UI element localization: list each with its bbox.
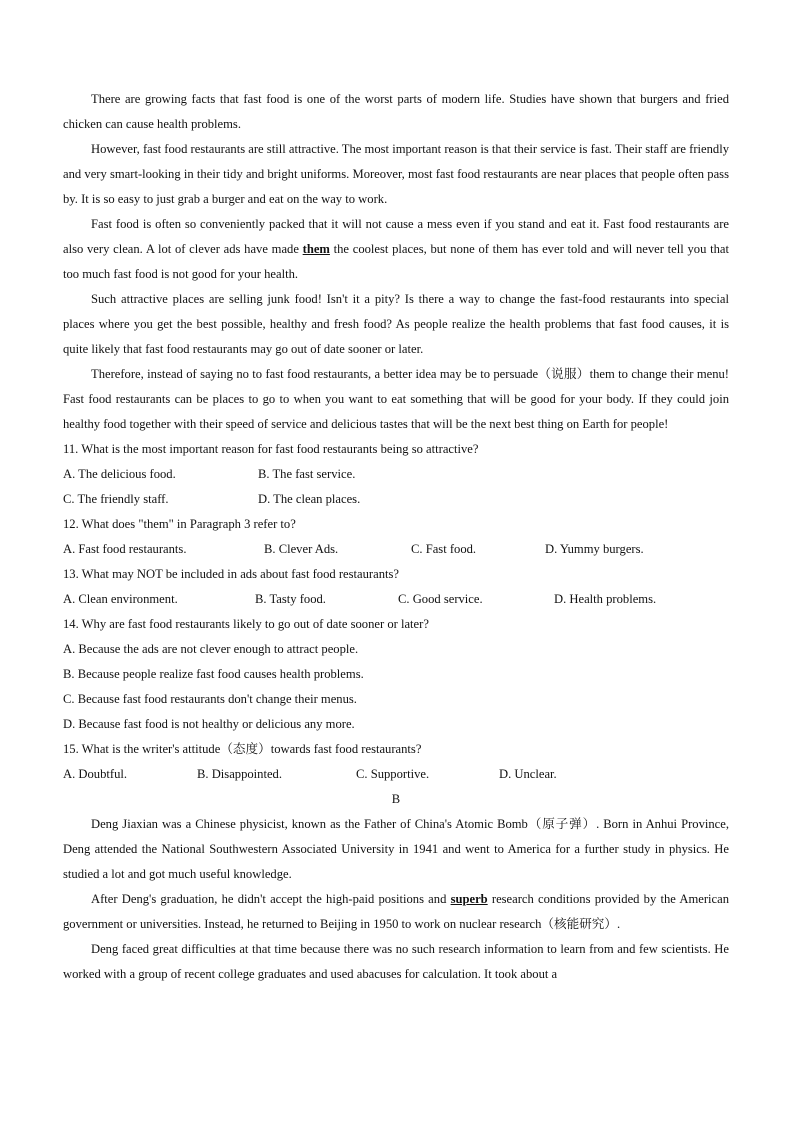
question-11-stem: 11. What is the most important reason for fast food restaurants being so attractive? xyxy=(63,442,479,456)
question-14-option-c: C. Because fast food restaurants don't change their menus. xyxy=(63,692,357,706)
passage-a-paragraph-3 xyxy=(63,212,729,287)
option-a: A. Doubtful. xyxy=(63,767,128,781)
underlined-keyword-them: them xyxy=(302,242,330,256)
paragraph-3-text-before: Fast food is often so conveniently packed that it will not cause a mess even if you stand and eat it. Fast food restaurants are also very clean. A lot of clever ads have made xyxy=(63,217,729,256)
question-13-options xyxy=(63,587,729,612)
paragraph-2-text-before: After Deng's graduation, he didn't accept the high-paid positions and xyxy=(91,892,451,906)
passage-a-paragraph-1: There are growing facts that fast food is one of the worst parts of modern life. Studies have shown that burgers and fried chicken can cause health problems. xyxy=(63,92,729,131)
question-14-option-b: B. Because people realize fast food causes health problems. xyxy=(63,667,364,681)
passage-b-paragraph-3: Deng faced great difficulties at that time because there was no such research information to learn from and few scientists. He worked with a group of recent college graduates and used abacuses for calculation. It took about a xyxy=(63,942,729,981)
option-c: C. Good service. xyxy=(398,592,483,606)
question-11-options xyxy=(63,462,729,487)
passage-a-paragraph-4: Such attractive places are selling junk food! Isn't it a pity? Is there a way to change the fast-food restaurants into special places where you get the best possible, healthy and fresh food? As people realize the health problems that fast food causes, it is quite likely that fast food restaurants may go out of date sooner or later. xyxy=(63,292,729,356)
underlined-keyword-superb: superb xyxy=(450,892,488,906)
question-14-option-d: D. Because fast food is not healthy or delicious any more. xyxy=(63,717,355,731)
option-c: C. Supportive. xyxy=(356,767,430,781)
question-15-stem: 15. What is the writer's attitude（态度）towards fast food restaurants? xyxy=(63,742,422,756)
option-a: A. Clean environment. xyxy=(63,592,178,606)
option-a: A. Fast food restaurants. xyxy=(63,542,187,556)
question-13-stem: 13. What may NOT be included in ads about fast food restaurants? xyxy=(63,567,399,581)
option-a: A. The delicious food. xyxy=(63,467,176,481)
option-b: B. The fast service. xyxy=(258,467,356,481)
option-b: B. Clever Ads. xyxy=(264,542,339,556)
passage-a-paragraph-5: Therefore, instead of saying no to fast food restaurants, a better idea may be to persuade（说服）them to change their menu! Fast food restaurants can be places to go to when you want to eat something that will be good for your body. If they could join healthy food together with their speed of service and delicious tastes that will be the next best thing on Earth for people! xyxy=(63,367,729,431)
question-14-option-a: A. Because the ads are not clever enough to attract people. xyxy=(63,642,359,656)
question-11-options-row-2 xyxy=(63,487,729,512)
option-c: C. The friendly staff. xyxy=(63,492,169,506)
passage-a-paragraph-2: However, fast food restaurants are still attractive. The most important reason is that their service is fast. Their staff are friendly and very smart-looking in their tidy and bright uniforms. Moreover, most fast food restaurants are near places that people often pass by. It is so easy to just grab a burger and eat on the way to work. xyxy=(63,142,729,206)
section-b-heading: B xyxy=(391,792,401,806)
question-14-stem: 14. Why are fast food restaurants likely to go out of date sooner or later? xyxy=(63,617,429,631)
paragraph-2-text-after: research conditions provided by the American government or universities. Instead, he returned to Beijing in 1950 to work on nuclear research（核能研究）. xyxy=(63,892,730,931)
option-b: B. Disappointed. xyxy=(197,767,283,781)
document-page xyxy=(63,87,729,987)
option-b: B. Tasty food. xyxy=(255,592,326,606)
question-12-options xyxy=(63,537,729,562)
option-d: D. Health problems. xyxy=(554,592,657,606)
option-d: D. The clean places. xyxy=(258,492,361,506)
question-15-options xyxy=(63,762,729,787)
option-c: C. Fast food. xyxy=(411,542,477,556)
paragraph-3-text-after: the coolest places, but none of them has ever told and will never tell you that too much fast food is not good for your health. xyxy=(63,242,729,281)
option-d: D. Yummy burgers. xyxy=(545,542,644,556)
passage-b-paragraph-2 xyxy=(63,887,729,937)
passage-b-paragraph-1: Deng Jiaxian was a Chinese physicist, known as the Father of China's Atomic Bomb（原子弹）. Born in Anhui Province, Deng attended the National Southwestern Associated University in 1941 and went to America for a further study in physics. He studied a lot and got much useful knowledge. xyxy=(63,817,729,881)
question-12-stem: 12. What does "them" in Paragraph 3 refer to? xyxy=(63,517,296,531)
option-d: D. Unclear. xyxy=(499,767,557,781)
